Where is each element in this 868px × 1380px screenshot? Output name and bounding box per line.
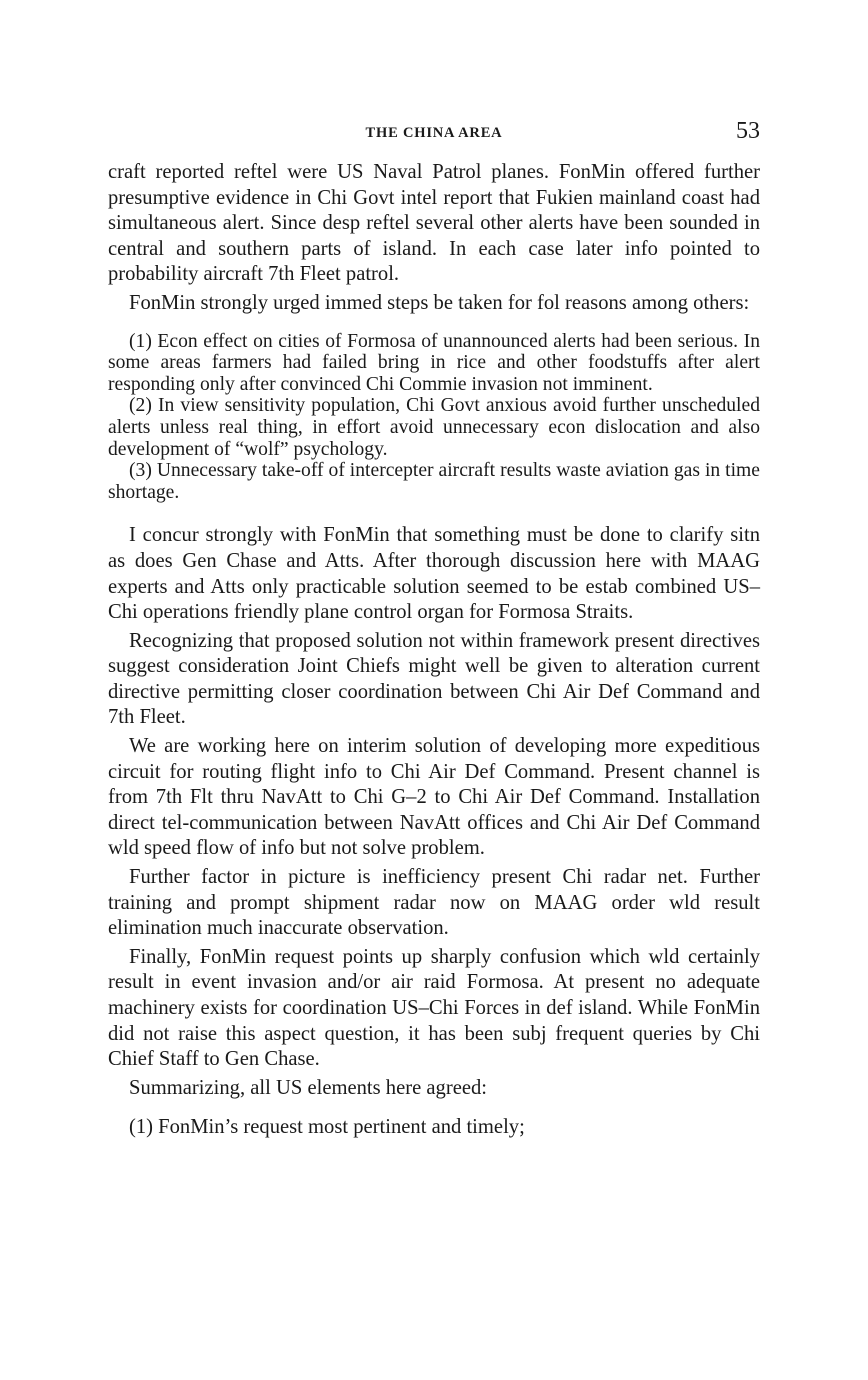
summary-list-item: (1) FonMin’s request most pertinent and timely;: [129, 1116, 525, 1139]
paragraph: We are working here on interim solution of developing more expeditious circuit for routing flight info to Chi Air Def Command. Present channel is from 7th Flt thru NavAtt to Chi G–2 to Chi Air Def Command. Installation direct tel-communication between NavAtt offices and Chi Air Def Command wld speed flow of info but not solve problem.: [108, 735, 760, 860]
running-head: [108, 118, 760, 148]
paragraph: FonMin strongly urged immed steps be taken for fol reasons among others:: [129, 291, 750, 314]
paragraph: Finally, FonMin request points up sharply confusion which wld certainly result in event invasion and/or air raid Formosa. At present no adequate machinery exists for coordination US–Chi Forces in def island. While FonMin did not raise this aspect question, it has been subj frequent queries by Chi Chief Staff to Gen Chase.: [108, 945, 760, 1071]
paragraph-continued: craft reported reftel were US Naval Patrol planes. FonMin offered further presumptive evidence in Chi Govt intel report that Fukien mainland coast had simultaneous alert. Since desp reftel several other alerts have been sounded in central and southern parts of island. In each case later info pointed to probability aircraft 7th Fleet patrol.: [108, 161, 760, 286]
extract-item: (2) In view sensitivity population, Chi Govt anxious avoid further unscheduled alerts unless real thing, in effort avoid unnecessary econ dislocation and also development of “wolf” psychology.: [108, 395, 760, 460]
extract-item: (1) Econ effect on cities of Formosa of unannounced alerts had been serious. In some areas farmers had failed bring in rice and other foodstuffs after alert responding only after convinced Chi Commie invasion not imminent.: [108, 330, 760, 395]
page-number: 53: [736, 118, 760, 144]
reasons-extract: [108, 331, 760, 504]
paragraph: Further factor in picture is inefficiency present Chi radar net. Further training and prompt shipment radar now on MAAG order wld result elimination much inaccurate observation.: [108, 866, 760, 940]
running-title: THE CHINA AREA: [365, 125, 503, 141]
body-text: [108, 160, 760, 1141]
paragraph: I concur strongly with FonMin that something must be done to clarify sitn as does Gen Chase and Atts. After thorough discussion here with MAAG experts and Atts only practicable solution seemed to be estab combined US–Chi operations friendly plane control organ for Formosa Straits.: [108, 524, 760, 624]
paragraph: Recognizing that proposed solution not within framework present directives suggest consideration Joint Chiefs might well be given to alteration current directive permitting closer coordination between Chi Air Def Command and 7th Fleet.: [108, 629, 760, 729]
paragraph: Summarizing, all US elements here agreed:: [129, 1076, 487, 1099]
extract-item: (3) Unnecessary take-off of intercepter aircraft results waste aviation gas in time shortage.: [108, 460, 760, 503]
